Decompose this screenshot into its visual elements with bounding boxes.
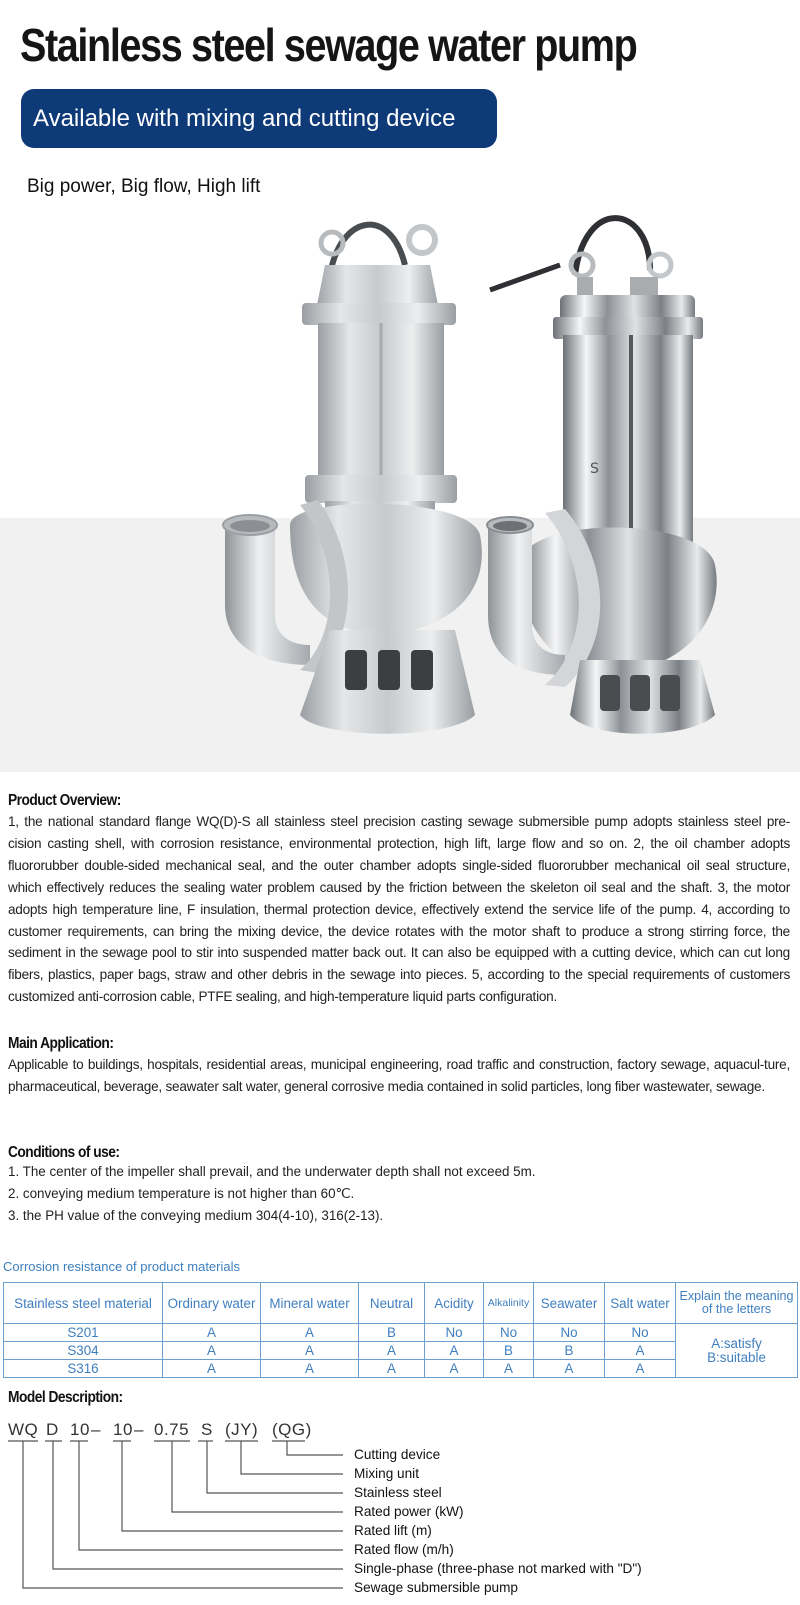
legend-label: Cutting device: [354, 1447, 441, 1462]
condition-item: 2. conveying medium temperature is not higher than 60℃.: [8, 1186, 355, 1201]
table-header: Mineral water: [261, 1283, 359, 1324]
explanation-b: B:suitable: [707, 1349, 766, 1365]
table-cell: A: [163, 1360, 261, 1378]
legend-label: Sewage submersible pump: [354, 1580, 518, 1595]
table-cell: B: [484, 1342, 534, 1360]
table-cell: S316: [4, 1360, 163, 1378]
table-cell: No: [484, 1324, 534, 1342]
table-row: [4, 1324, 798, 1342]
code-part-dash: –: [134, 1420, 144, 1439]
code-part-wq: WQ: [8, 1420, 39, 1439]
product-photo: [0, 195, 800, 775]
model-diagram-lines: [0, 1440, 360, 1605]
legend-label: Mixing unit: [354, 1466, 419, 1481]
table-cell: A: [359, 1342, 425, 1360]
table-cell: No: [425, 1324, 484, 1342]
legend-label: Rated lift (m): [354, 1523, 432, 1538]
table-cell: S201: [4, 1324, 163, 1342]
application-text: Applicable to buildings, hospitals, residential areas, municipal engineering, road traffic and construction, factory sewage, aquacul-ture, pharmaceutical, beverage, seawater salt water, general corrosive media contained in solid particles, long fiber wastewater, sewage.: [8, 1057, 790, 1094]
table-cell: A: [534, 1360, 605, 1378]
overview-heading: Product Overview:: [8, 792, 121, 809]
table-cell: A: [605, 1342, 676, 1360]
leader-flow: [79, 1441, 343, 1550]
page-title: Stainless steel sewage water pump: [20, 19, 637, 71]
code-part-qg: (QG): [272, 1420, 312, 1439]
leader-stainless: [207, 1441, 343, 1493]
leader-power: [172, 1441, 343, 1512]
code-part-dash: –: [91, 1420, 101, 1439]
legend-label: Rated power (kW): [354, 1504, 464, 1519]
table-cell: B: [359, 1324, 425, 1342]
table-header: Acidity: [425, 1283, 484, 1324]
feature-banner: Available with mixing and cutting device: [21, 89, 497, 148]
table-cell: A: [261, 1360, 359, 1378]
overview-text: 1, the national standard flange WQ(D)-S all stainless steel precision casting sewage submersible pump adopts stainless steel pre-cision casting shell, with corrosion resistance, environmental protection, high lift, large flow and so on. 2, the oil chamber adopts fluororubber double-sided mechanical seal, and the outer chamber adopts single-sided fluororubber mechanical oil seal structure, which effectively reduces the sealing water problem caused by the friction between the skeleton oil seal and the shaft. 3, the motor adopts high temperature line, F insulation, thermal protection device, effectively extend the service life of the pump. 4, according to customer requirements, can bring the mixing device, the device rotates with the motor shaft to produce a strong stirring force, the sediment in the sewage pool to stir into suspended matter back out. It can also be equipped with a cutting device, which can cut long fibers, plastics, paper bags, straw and other debris in the sewage into pieces. 5, according to the special requirements of customers customized anti-corrosion cable, PTFE sealing, and high-temperature liquid parts configuration.: [8, 814, 790, 1005]
table-cell: No: [605, 1324, 676, 1342]
table-cell: A: [359, 1360, 425, 1378]
table-cell: A: [425, 1360, 484, 1378]
model-heading: Model Description:: [8, 1389, 123, 1406]
leader-sewage: [23, 1441, 343, 1588]
condition-item: 1. The center of the impeller shall prevail, and the underwater depth shall not exceed 5m.: [8, 1164, 536, 1179]
table-cell: A: [425, 1342, 484, 1360]
svg-text:S: S: [590, 461, 599, 477]
code-part-d: D: [46, 1420, 59, 1439]
table-cell: A: [261, 1324, 359, 1342]
table-header: Alkalinity: [484, 1283, 534, 1324]
table-cell: B: [534, 1342, 605, 1360]
code-part-lift: 10: [113, 1420, 133, 1439]
cast-pump-icon: [223, 225, 482, 734]
condition-item: 3. the PH value of the conveying medium 304(4-10), 316(2-13).: [8, 1208, 384, 1223]
table-header-row: [4, 1283, 798, 1324]
tagline: Big power, Big flow, High lift: [27, 176, 261, 197]
table-cell: A: [261, 1342, 359, 1360]
table-cell: A: [163, 1324, 261, 1342]
table-header: Salt water: [605, 1283, 676, 1324]
code-part-power: 0.75: [154, 1420, 190, 1439]
table-header: Explain the meaning of the letters: [676, 1283, 798, 1324]
table-cell: A: [605, 1360, 676, 1378]
table-caption: Corrosion resistance of product materials: [3, 1259, 240, 1274]
corrosion-table: [3, 1282, 798, 1378]
table-header: Stainless steel material: [4, 1283, 163, 1324]
table-cell: No: [534, 1324, 605, 1342]
leader-mixing: [241, 1441, 343, 1474]
legend-label: Stainless steel: [354, 1485, 442, 1500]
code-part-jy: (JY): [225, 1420, 259, 1439]
table-cell: A: [163, 1342, 261, 1360]
table-cell: A: [484, 1360, 534, 1378]
code-part-flow: 10: [70, 1420, 90, 1439]
letters-explanation: [676, 1324, 798, 1378]
table-header: Ordinary water: [163, 1283, 261, 1324]
table-header: Seawater: [534, 1283, 605, 1324]
explanation-a: A:satisfy: [711, 1335, 762, 1351]
code-part-s: S: [201, 1420, 213, 1439]
legend-label: Single-phase (three-phase not marked with "D"): [354, 1561, 642, 1576]
polished-pump-icon: [487, 218, 717, 734]
table-header: Neutral: [359, 1283, 425, 1324]
legend-label: Rated flow (m/h): [354, 1542, 454, 1557]
application-heading: Main Application:: [8, 1035, 114, 1052]
conditions-heading: Conditions of use:: [8, 1144, 120, 1161]
leader-cutting: [287, 1441, 343, 1455]
table-cell: S304: [4, 1342, 163, 1360]
